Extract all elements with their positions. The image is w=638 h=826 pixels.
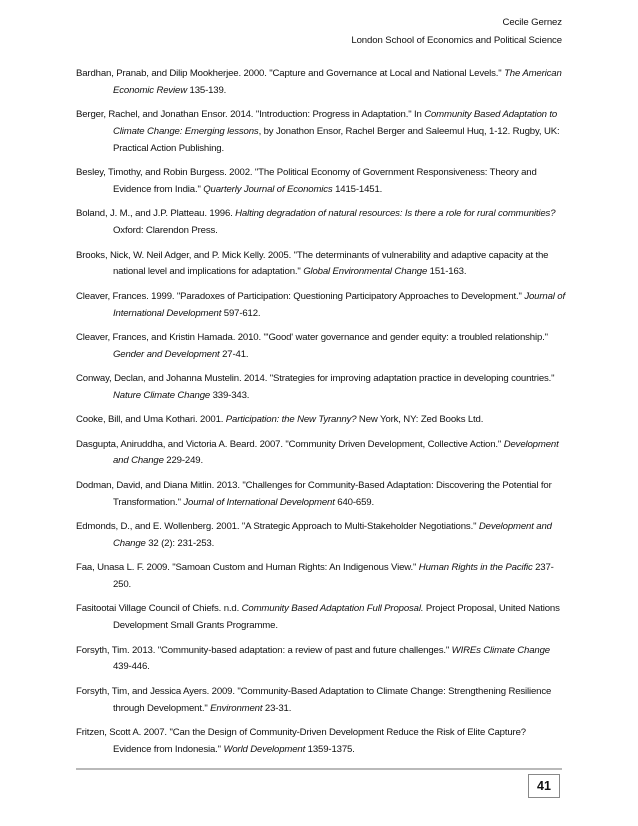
header-institution: London School of Economics and Political Science bbox=[351, 35, 562, 46]
reference-source-title: The American Economic Review bbox=[113, 68, 562, 96]
reference-citation: Boland, J. M., and J.P. Platteau. 1996. bbox=[76, 208, 236, 220]
reference-source-title: WIREs Climate Change bbox=[451, 644, 550, 656]
reference-entry bbox=[76, 206, 566, 240]
reference-source-title: World Development bbox=[223, 743, 306, 755]
reference-source-title: Community Based Adaptation to Climate Change: Emerging lessons bbox=[113, 109, 558, 137]
reference-citation: Dodman, David, and Diana Mitlin. 2013. "Challenges for Community-Based Adaptation: Discovering the Potential for Transformation." bbox=[76, 479, 552, 508]
reference-source-title: Quarterly Journal of Economics bbox=[203, 183, 333, 195]
reference-details: 135-139. bbox=[187, 84, 227, 96]
reference-citation: Dasgupta, Aniruddha, and Victoria A. Beard. 2007. "Community Driven Development, Collective Action." bbox=[76, 438, 504, 450]
reference-details: 23-31. bbox=[262, 702, 292, 714]
reference-citation: Forsyth, Tim. 2013. "Community-based adaptation: a review of past and future challenges." bbox=[76, 644, 452, 656]
reference-entry bbox=[76, 107, 566, 157]
reference-citation: Cleaver, Frances. 1999. "Paradoxes of Participation: Questioning Participatory Approaches to Development." bbox=[76, 290, 525, 302]
reference-entry bbox=[76, 437, 566, 471]
reference-citation: Cooke, Bill, and Uma Kothari. 2001. bbox=[76, 414, 226, 426]
reference-entry bbox=[76, 643, 566, 677]
reference-citation: Fritzen, Scott A. 2007. "Can the Design of Community-Driven Development Reduce the Risk of Elite Capture? Evidence from Indonesia." bbox=[76, 727, 526, 755]
reference-citation: Faa, Unasa L. F. 2009. "Samoan Custom and Human Rights: An Indigenous View." bbox=[76, 562, 419, 574]
reference-details: 640-659. bbox=[334, 496, 374, 508]
reference-entry bbox=[76, 371, 566, 405]
reference-source-title: Development and Change bbox=[113, 521, 552, 549]
reference-entry bbox=[76, 684, 566, 718]
reference-entry bbox=[76, 560, 566, 594]
reference-source-title: Global Environmental Change bbox=[303, 266, 428, 278]
reference-source-title: Gender and Development bbox=[113, 348, 220, 360]
reference-citation: Fasitootai Village Council of Chiefs. n.d. bbox=[76, 603, 242, 615]
reference-details: 237-250. bbox=[113, 562, 554, 591]
header-author: Cecile Gernez bbox=[502, 17, 562, 28]
reference-list bbox=[76, 66, 566, 766]
reference-details: 27-41. bbox=[219, 348, 249, 360]
reference-source-title: Nature Climate Change bbox=[113, 389, 211, 401]
reference-entry bbox=[76, 412, 566, 429]
reference-details: 229-249. bbox=[163, 455, 203, 467]
reference-details: 439-446. bbox=[113, 661, 150, 673]
reference-details: 1415-1451. bbox=[332, 183, 383, 195]
page-header bbox=[351, 14, 562, 50]
reference-details: 339-343. bbox=[210, 389, 250, 401]
reference-details: 1359-1375. bbox=[305, 743, 355, 755]
reference-source-title: Halting degradation of natural resources: Is there a role for rural communities? bbox=[235, 208, 556, 220]
reference-citation: Cleaver, Frances, and Kristin Hamada. 2010. "'Good' water governance and gender equity: a troubled relationship." bbox=[76, 331, 548, 343]
reference-details: New York, NY: Zed Books Ltd. bbox=[356, 414, 484, 426]
reference-details: , by Jonathon Ensor, Rachel Berger and Saleemul Huq, 1-12. Rugby, UK: Practical Action Publishing. bbox=[113, 125, 560, 154]
page-number: 41 bbox=[528, 774, 560, 798]
reference-citation: Bardhan, Pranab, and Dilip Mookherjee. 2000. "Capture and Governance at Local and National Levels." bbox=[76, 68, 505, 79]
footer-divider bbox=[76, 768, 562, 770]
reference-source-title: Environment bbox=[210, 702, 263, 714]
reference-citation: Brooks, Nick, W. Neil Adger, and P. Mick Kelly. 2005. "The determinants of vulnerability and adaptive capacity at the national level and implications for adaptation." bbox=[76, 249, 549, 278]
reference-citation: Berger, Rachel, and Jonathan Ensor. 2014. "Introduction: Progress in Adaptation." In bbox=[76, 109, 425, 121]
reference-details: 32 (2): 231-253. bbox=[145, 537, 215, 549]
reference-entry bbox=[76, 478, 566, 512]
reference-entry bbox=[76, 601, 566, 635]
reference-citation: Forsyth, Tim, and Jessica Ayers. 2009. "Community-Based Adaptation to Climate Change: Strengthening Resilience through Development." bbox=[76, 685, 552, 714]
reference-source-title: Journal of International Development bbox=[183, 496, 335, 508]
reference-citation: Besley, Timothy, and Robin Burgess. 2002. "The Political Economy of Government Responsiveness: Theory and Evidence from India." bbox=[76, 167, 537, 195]
reference-entry bbox=[76, 248, 566, 282]
reference-entry bbox=[76, 289, 566, 323]
reference-entry bbox=[76, 165, 566, 199]
reference-details: 151-163. bbox=[427, 266, 467, 278]
reference-entry bbox=[76, 725, 566, 759]
reference-entry bbox=[76, 66, 566, 100]
reference-citation: Edmonds, D., and E. Wollenberg. 2001. "A Strategic Approach to Multi-Stakeholder Negotiations." bbox=[76, 521, 479, 533]
reference-citation: Conway, Declan, and Johanna Mustelin. 2014. "Strategies for improving adaptation practice in developing countries." bbox=[76, 373, 555, 385]
reference-details: Project Proposal, United Nations Development Small Grants Programme. bbox=[113, 603, 560, 632]
reference-entry bbox=[76, 519, 566, 553]
reference-entry bbox=[76, 330, 566, 364]
reference-details: 597-612. bbox=[221, 307, 261, 319]
reference-details: Oxford: Clarendon Press. bbox=[113, 225, 218, 237]
reference-source-title: Participation: the New Tyranny? bbox=[225, 414, 357, 426]
reference-source-title: Community Based Adaptation Full Proposal. bbox=[241, 603, 424, 615]
reference-source-title: Human Rights in the Pacific bbox=[418, 562, 533, 574]
reference-source-title: Development and Change bbox=[113, 438, 559, 467]
reference-source-title: Journal of International Development bbox=[113, 290, 565, 319]
